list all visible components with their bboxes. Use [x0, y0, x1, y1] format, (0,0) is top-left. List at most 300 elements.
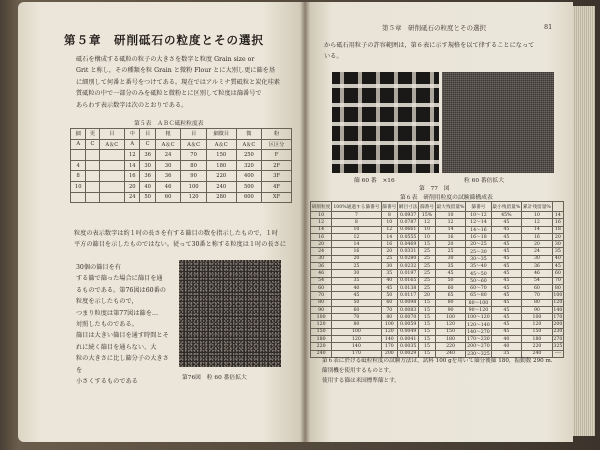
table-cell: 60 — [552, 270, 563, 277]
figure-77-caption: 第 77 図 — [419, 186, 450, 192]
table-cell: 30 — [140, 160, 155, 171]
table-cell: 16 — [332, 248, 381, 255]
open-book — [4, 2, 594, 450]
table-cell: 100 — [311, 314, 332, 321]
table-cell — [86, 181, 99, 192]
table-header: 粗 — [155, 129, 181, 140]
table-cell: 20 — [419, 292, 435, 299]
table-cell — [86, 171, 99, 182]
table-cell: 0.0232 — [398, 263, 419, 270]
table-cell: 90 — [522, 306, 553, 313]
table-cell: 35 — [435, 263, 466, 270]
table-cell: 60 — [155, 192, 181, 203]
table-cell: 0.0049 — [398, 328, 419, 335]
table-cell: 36 — [522, 263, 553, 270]
table-cell: 16 — [552, 219, 563, 226]
table-cell — [86, 192, 99, 203]
table-cell: 40 — [332, 284, 381, 291]
table-cell: 240 — [435, 350, 466, 357]
table-cell: 100～120 — [467, 315, 490, 321]
table-cell: 30～35 — [466, 255, 491, 262]
table-cell: 15 — [419, 299, 435, 306]
table-cell: 0.0138 — [398, 284, 419, 291]
subheader-part: 区 — [268, 141, 274, 148]
table-cell: 36 — [311, 263, 332, 270]
table-row — [311, 233, 564, 240]
table-cell: 0.0555 — [398, 233, 419, 240]
table-cell: 18 — [552, 226, 563, 233]
table-header: 目 — [140, 129, 155, 140]
table6-notes — [322, 356, 566, 386]
table-cell: 10 — [419, 226, 435, 233]
table-cell: 325 — [553, 343, 563, 349]
table-cell: 24 — [155, 150, 181, 161]
table-cell: 36 — [140, 150, 155, 161]
table-cell: 40 — [491, 343, 522, 350]
table-cell: 0.0041 — [398, 336, 419, 343]
table-subheader: C — [140, 139, 155, 150]
table-row — [311, 292, 564, 299]
table-header: 100%通過する篩番号 — [332, 202, 381, 212]
table-cell: 60 — [522, 284, 553, 291]
table-cell: 70 — [181, 150, 207, 161]
table-cell: 10 — [381, 219, 397, 226]
table-cell: 180 — [435, 336, 466, 343]
table-cell: 15 — [419, 306, 435, 313]
table-subheader: A＆C — [206, 139, 236, 150]
table-cell: 16 — [435, 233, 466, 240]
table-cell: 0.0098 — [398, 299, 419, 306]
table-cell: 10 — [522, 212, 553, 219]
table-cell: 170 — [332, 350, 381, 357]
intro-paragraph — [76, 54, 290, 111]
table-cell: 100 — [332, 328, 381, 335]
table-row — [311, 314, 564, 321]
table-cell: 25 — [419, 277, 435, 284]
table-cell: 220 — [522, 343, 553, 350]
page-number: 81 — [544, 23, 553, 31]
table-cell: 60 — [435, 284, 466, 291]
table-cell: 25 — [419, 255, 435, 262]
table-cell: 15 — [419, 336, 435, 343]
table-cell: 10 — [435, 212, 466, 219]
text-line: あらわす表示数字は次のとおりである。 — [76, 101, 188, 109]
table-cell: 20 — [435, 241, 466, 248]
table-cell: 140 — [553, 307, 563, 313]
table-row — [71, 160, 292, 171]
table-cell: 180 — [311, 336, 332, 343]
text-line: れに続く篩目を通らない、大 — [76, 343, 157, 351]
subheader-part: 区分 — [273, 141, 285, 148]
table-cell: 0.0331 — [398, 248, 419, 255]
table-cell: 90 — [435, 306, 466, 313]
table-cell: 45 — [491, 241, 522, 248]
table-cell: 35 — [381, 270, 397, 277]
table-cell: 20 — [311, 241, 332, 248]
table-subheader: C — [86, 139, 99, 150]
table-row — [311, 336, 564, 343]
table-cell: 15 — [419, 350, 435, 357]
table-cell: 45 — [332, 292, 381, 299]
table-cell: 15 — [419, 343, 435, 350]
table-cell: 45 — [435, 270, 466, 277]
table-row — [71, 150, 292, 161]
table-cell: 12 — [311, 219, 332, 226]
table-header: 更 — [86, 129, 99, 140]
table-cell: 8 — [332, 219, 381, 226]
table-cell: 70 — [311, 292, 332, 299]
table-cell: 100 — [381, 321, 397, 328]
table-row — [311, 284, 564, 291]
table-cell: 240 — [206, 181, 236, 192]
table-cell: 230～325 — [467, 351, 490, 357]
table-cell: 240 — [311, 350, 332, 357]
table-cell: 54 — [522, 277, 553, 284]
table-cell: 25 — [419, 284, 435, 291]
table-cell: 50 — [332, 299, 381, 306]
table-cell: 0.0280 — [398, 255, 419, 262]
table-header: 最小残留量% — [491, 202, 522, 212]
table-header: 累計残留量% — [522, 202, 553, 212]
table-cell: 14 — [522, 226, 553, 233]
table-cell: 0.0165 — [398, 277, 419, 284]
table-cell: 2F — [262, 160, 292, 171]
table-subheader: A＆C — [99, 139, 125, 150]
table-cell: 50 — [140, 192, 155, 203]
table-row — [311, 328, 564, 335]
table-cell — [86, 150, 99, 161]
table-cell: 20 — [552, 233, 563, 240]
table-subheader: A — [71, 139, 86, 150]
table-cell: 0.0661 — [398, 226, 419, 233]
table-cell: 220 — [206, 171, 236, 182]
table-cell: 60 — [332, 306, 381, 313]
table-header: 篩番号 — [381, 202, 397, 212]
table-cell: 14 — [332, 241, 381, 248]
table-cell: 15 — [419, 328, 435, 335]
table-subheader: A — [125, 139, 140, 150]
table-row — [311, 270, 564, 277]
text-line: Grit と称し，その種類を粒 Grain と微粉 Flour とに大別し更に篩を基 — [76, 67, 276, 75]
table-row — [311, 219, 564, 226]
table-cell: 90～120 — [466, 306, 491, 313]
table-cell: 100 — [553, 292, 563, 298]
table-cell: 65～80 — [466, 292, 491, 299]
table-cell — [86, 160, 99, 171]
table-cell: 45 — [491, 263, 522, 270]
table-cell: 12 — [125, 150, 140, 161]
table-cell: 30 — [552, 241, 563, 248]
table-cell: 10～12 — [466, 212, 491, 219]
table-cell: 20～25 — [466, 241, 491, 248]
table-cell: 90 — [311, 306, 332, 313]
table-cell: 46 — [311, 270, 332, 277]
table-cell: 46 — [522, 270, 553, 277]
table-cell: 16 — [381, 241, 397, 248]
table-cell: 12～14 — [466, 219, 491, 226]
table-row — [311, 299, 564, 306]
table-cell: 200～270 — [467, 344, 490, 350]
table-cell: 80 — [552, 284, 563, 291]
table-cell: 120～140 — [467, 322, 490, 328]
table-cell: 3F — [262, 171, 292, 182]
table-cell: 180 — [522, 336, 553, 343]
text-line: 質砥粒の中で一部分のみを砥粒と微粉とに区別して粒度は篩番号で — [76, 90, 262, 98]
table-cell: 170～230 — [467, 337, 490, 343]
table-cell: 70 — [552, 277, 563, 284]
table-cell: 45 — [491, 292, 522, 299]
table-header: 微 — [236, 129, 262, 140]
table-cell: 4F — [262, 181, 292, 192]
table-cell: 80 — [435, 299, 466, 306]
table-cell: 0.0787 — [398, 219, 419, 226]
table-cell: 250 — [236, 150, 262, 161]
table-cell: 0.0469 — [398, 241, 419, 248]
table-cell: 60～70 — [466, 284, 491, 291]
figure-77-right-caption: 粒 60 番倍拡大 — [464, 178, 505, 184]
text-line: 粒度を示したもので， — [76, 298, 138, 306]
table6-caption: 第６表 研削用粒度の試験篩構成表 — [400, 195, 493, 201]
table-cell: 30 — [435, 255, 466, 262]
table-cell: 45 — [491, 306, 522, 313]
table-cell: 12 — [381, 226, 397, 233]
table-cell: 45 — [491, 328, 522, 335]
table-cell — [71, 192, 86, 203]
table-row — [311, 263, 564, 270]
table-cell: XF — [262, 192, 292, 203]
table-cell: 20 — [125, 181, 140, 192]
table-cell: 200 — [553, 322, 563, 328]
text-line: から砥石用粒子の許容範囲は，第６表に示す規格を以て律することになって — [324, 42, 535, 49]
table-cell: 46 — [155, 181, 181, 192]
table-cell: 30 — [332, 270, 381, 277]
table-cell: 0.0937 — [398, 212, 419, 219]
table-cell: 25 — [419, 270, 435, 277]
table-cell: 45 — [491, 314, 522, 321]
table-cell: 140 — [332, 343, 381, 350]
table-subheader: A＆C — [155, 139, 181, 150]
table-cell: ---- — [552, 350, 563, 357]
table-cell: 35～40 — [466, 263, 491, 270]
table-cell: 80 — [181, 160, 207, 171]
chapter-title: 第５章 研削砥石の粒度とその選択 — [64, 33, 264, 47]
table-cell: 25 — [381, 255, 397, 262]
book-gutter — [300, 2, 310, 442]
table-cell: 45 — [491, 270, 522, 277]
text-line: いる。 — [324, 53, 343, 61]
table-cell: 0.0029 — [398, 350, 419, 357]
table-cell — [99, 150, 125, 161]
table-row — [311, 248, 564, 255]
table-cell: 14～16 — [466, 226, 491, 233]
table-cell: 45 — [381, 284, 397, 291]
table-cell: 70 — [381, 306, 397, 313]
table-cell: 80 — [522, 299, 553, 306]
table-cell: 10 — [71, 181, 86, 192]
page-edges — [573, 6, 595, 436]
table-cell: 20 — [522, 241, 553, 248]
table-header: 最大残留量% — [435, 202, 466, 212]
table-cell: 120 — [553, 300, 563, 306]
table-cell: 25 — [332, 263, 381, 270]
table-header: 篩番号 — [419, 202, 435, 212]
table-header: 中 — [125, 129, 140, 140]
table-cell: 12 — [419, 219, 435, 226]
table-cell: 30 — [522, 255, 553, 262]
table-cell — [99, 192, 125, 203]
table-cell: 35 — [332, 277, 381, 284]
table-cell: 280 — [206, 192, 236, 203]
table-cell: 45 — [491, 284, 522, 291]
table-cell: 30 — [155, 160, 181, 171]
text-line: るものである。第76図は60番の — [76, 286, 166, 294]
table-cell: 16～18 — [466, 233, 491, 240]
table-cell: 10 — [311, 212, 332, 219]
table-cell: 14 — [381, 233, 397, 240]
table-cell — [99, 181, 125, 192]
table-cell: 16 — [522, 233, 553, 240]
table-cell: 50 — [435, 277, 466, 284]
table-header: 網目寸法 — [398, 202, 419, 212]
table-cell: 35 — [491, 350, 522, 357]
table-subheader: A＆C — [181, 139, 207, 150]
table-cell: 45% — [491, 212, 522, 219]
table-cell: 150 — [311, 328, 332, 335]
table-cell: 40 — [381, 277, 397, 284]
table-cell: 60 — [381, 299, 397, 306]
text-line: 篩目は大きい篩目を通す時間とそ — [76, 332, 169, 340]
table-cell: 45 — [491, 226, 522, 233]
table-header: 目 — [181, 129, 207, 140]
table-cell: 0.0083 — [398, 306, 419, 313]
table-cell: 140～270 — [467, 329, 490, 335]
table-cell: 45 — [491, 299, 522, 306]
table-cell: 25 — [419, 263, 435, 270]
text-line: 30個の篩目を有 — [76, 264, 121, 271]
figure-76-photo — [179, 260, 281, 367]
table-cell: 45 — [491, 219, 522, 226]
table-row — [311, 343, 564, 350]
table-cell: 170 — [553, 314, 563, 320]
text-line: 粒度の表示数字は約１吋の長さを有する篩目の数を指示したもので，１吋 — [74, 230, 279, 237]
table-cell: 0.0059 — [398, 321, 419, 328]
table-cell: 80 — [332, 321, 381, 328]
text-line: 粒の大きさに比し篩分子の大きさを — [76, 355, 169, 374]
table-row — [71, 192, 292, 203]
table-row — [311, 226, 564, 233]
table-cell: 0.0197 — [398, 270, 419, 277]
text-line: 篩別機を使用するものとす。 — [322, 368, 395, 374]
table-cell: 120 — [435, 321, 466, 328]
right-body — [324, 40, 564, 63]
table-cell: 500 — [236, 181, 262, 192]
table-cell: 270 — [553, 336, 563, 342]
table-cell: 180 — [206, 160, 236, 171]
table-cell: 25 — [435, 248, 466, 255]
table-cell: 20 — [332, 255, 381, 262]
table-header: 細 — [71, 129, 86, 140]
text-line: に細別して何番と番号をつけてある。現在ではアルミナ質砥粒と炭化珪素 — [76, 78, 280, 86]
table-cell: 230 — [553, 329, 563, 335]
table-cell: 45 — [552, 263, 563, 270]
text-line: 第６表に於ける砥粒粒度の試験方法は，試料 100 gを用いて篩分後篩 180，振動数 290 m. — [322, 358, 553, 364]
table-cell: 45 — [491, 255, 522, 262]
table-subheader — [262, 139, 292, 150]
table-cell: 90 — [181, 171, 207, 182]
table-cell: 80～100 — [466, 299, 491, 306]
table-cell: 80 — [381, 314, 397, 321]
table-cell: 4 — [71, 160, 86, 171]
table-row — [311, 255, 564, 262]
paragraph-3 — [76, 262, 174, 387]
figure-77-sieve-photo — [332, 72, 439, 173]
table-row — [311, 277, 564, 284]
table-cell: 8 — [381, 212, 397, 219]
table-header — [552, 202, 563, 212]
text-line: 砥石を構成する砥粒の粒子の大きさを数字と粒度 Grain size or — [76, 56, 255, 63]
paragraph-2 — [74, 228, 289, 251]
table-header: 粉 — [262, 129, 292, 140]
table-cell: 15 — [419, 314, 435, 321]
table-cell: 100 — [181, 181, 207, 192]
table-cell: 70 — [332, 314, 381, 321]
table-cell: 120 — [181, 192, 207, 203]
table-cell: 24 — [522, 248, 553, 255]
table-row — [311, 212, 564, 219]
running-header: 第５章 研削砥石の粒度とその選択 — [382, 24, 486, 32]
table-cell: 100 — [522, 314, 553, 321]
table-cell: 24 — [311, 248, 332, 255]
table-cell: 140 — [381, 336, 397, 343]
figure-76-caption: 第76図 粒 60 番倍拡大 — [182, 375, 247, 381]
table-cell: 16 — [125, 171, 140, 182]
table-cell: 0.0070 — [398, 314, 419, 321]
table-cell: 12 — [435, 219, 466, 226]
table-cell: 40 — [552, 255, 563, 262]
table-cell: 25 — [419, 248, 435, 255]
table-cell: 400 — [236, 171, 262, 182]
table-cell: 45 — [491, 233, 522, 240]
table-row — [311, 241, 564, 248]
table-cell: 40 — [140, 181, 155, 192]
table-cell: 120 — [381, 328, 397, 335]
table-cell: 25～30 — [466, 248, 491, 255]
table-cell: 35 — [552, 248, 563, 255]
table-cell — [99, 160, 125, 171]
table-cell: 36 — [155, 171, 181, 182]
table6 — [310, 201, 564, 358]
text-line: する篩で篩った場合に篩目を通 — [76, 275, 163, 283]
table-cell: 45～50 — [466, 270, 491, 277]
table-cell: 50～60 — [466, 277, 491, 284]
table-cell: 14 — [435, 226, 466, 233]
table-cell: 150 — [206, 150, 236, 161]
table-cell: 80 — [311, 299, 332, 306]
table-header: 目 — [99, 129, 125, 140]
table-cell — [71, 150, 86, 161]
table-cell: 320 — [236, 160, 262, 171]
table-cell: 70 — [522, 292, 553, 299]
table-cell: 60 — [311, 284, 332, 291]
table-row — [71, 181, 292, 192]
table-cell: 100 — [435, 314, 466, 321]
table-cell: 20 — [381, 248, 397, 255]
table5-caption: 第５表 ＡＢＣ砥粒粒度表 — [134, 121, 204, 127]
table-cell: F — [262, 150, 292, 161]
table-row — [71, 171, 292, 182]
table-cell: 45 — [491, 321, 522, 328]
table-cell: 0.0117 — [398, 292, 419, 299]
